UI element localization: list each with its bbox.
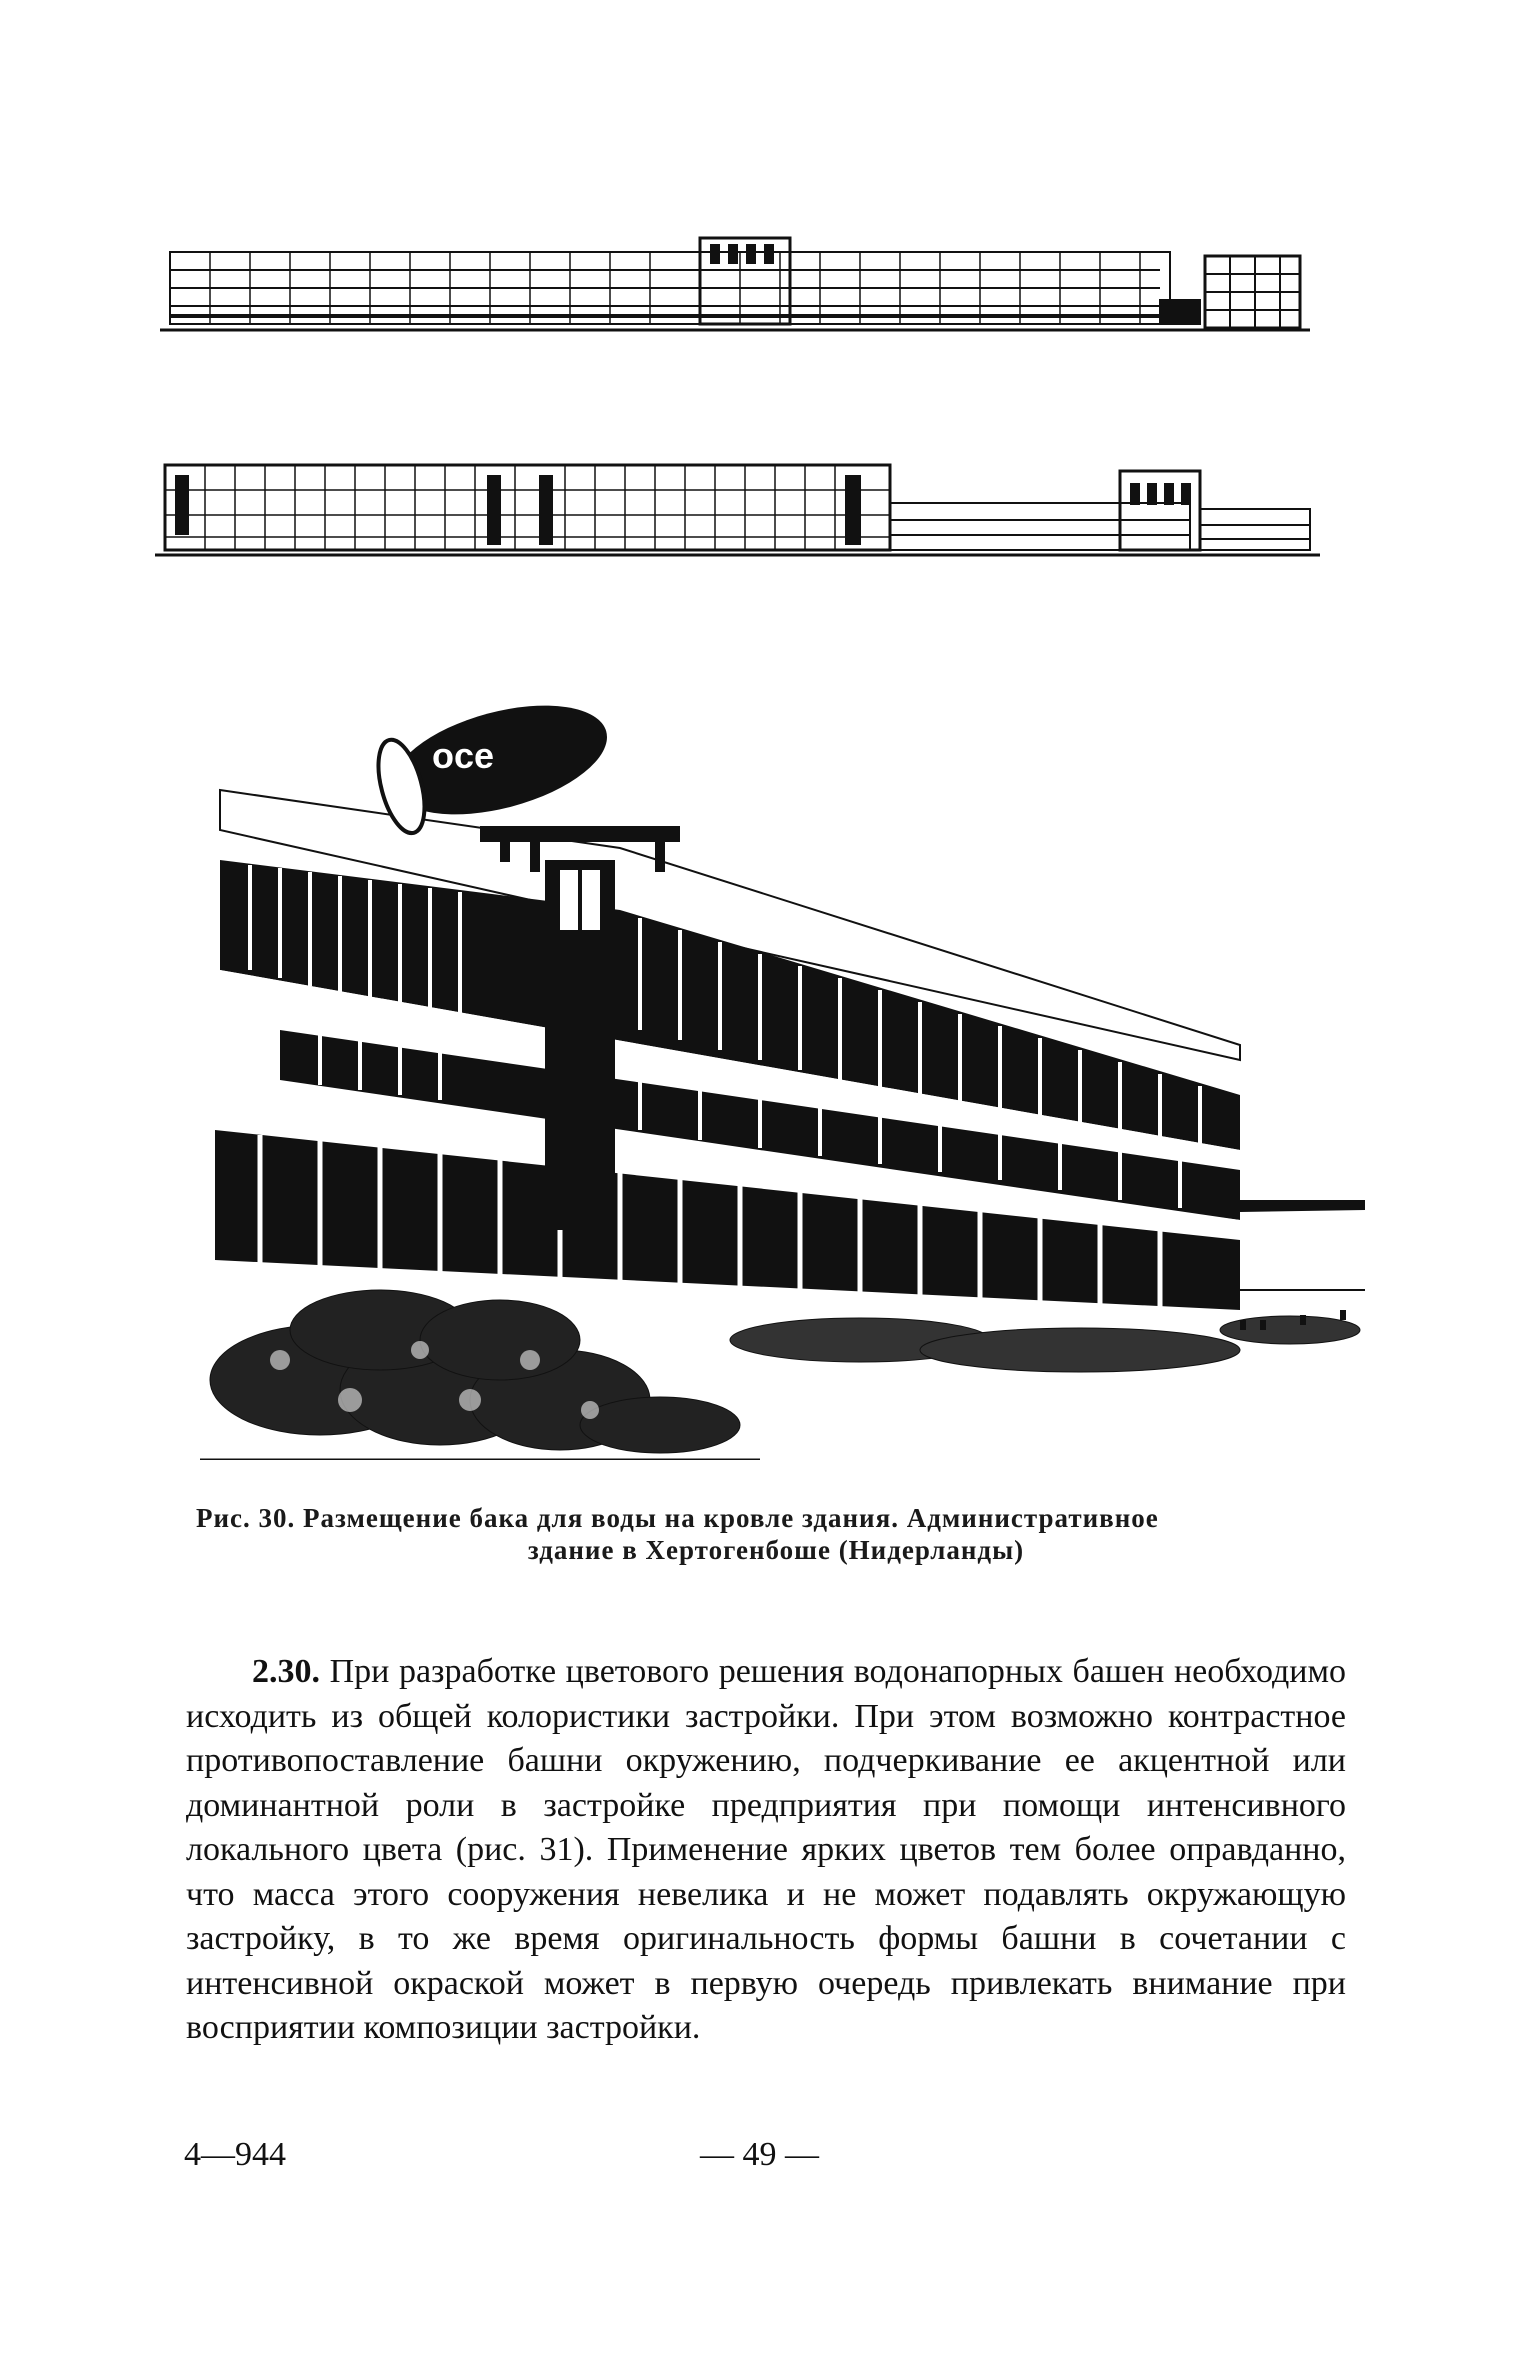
paragraph-number: 2.30. (252, 1653, 320, 1690)
figure-caption-line1: Рис. 30. Размещение бака для воды на кровле здания. Административное (196, 1503, 1159, 1533)
building-perspective-illustration (200, 700, 1370, 1460)
figure-caption-line2: здание в Хертогенбоше (Нидерланды) (527, 1535, 1025, 1565)
paragraph-text: При разработке цветового решения водонапорных башен необходимо исходить из общей колористики застройки. При этом возможно контрастное противопоставление башни окружению, подчеркивание ее акцентной или доминантной роли в застройке предприятия при помощи интенсивного локального цвета (рис. 31). Применение ярких цветов тем более оправданно, что масса этого сооружения невелика и не может подавлять окружающую застройку, в то же время оригинальность формы башни в сочетании с интенсивной окраской может в первую очередь привлекать внимание при восприятии композиции застройки. (186, 1653, 1347, 2046)
body-paragraph (186, 1650, 1346, 2051)
printer-signature: 4—944 (184, 2136, 286, 2173)
elevation-drawing-top (160, 230, 1310, 340)
elevation-drawing-bottom (155, 445, 1325, 565)
page-number: — 49 — (700, 2136, 819, 2173)
figure-caption (196, 1502, 1356, 1566)
tank-logo-text: oce (432, 735, 495, 776)
